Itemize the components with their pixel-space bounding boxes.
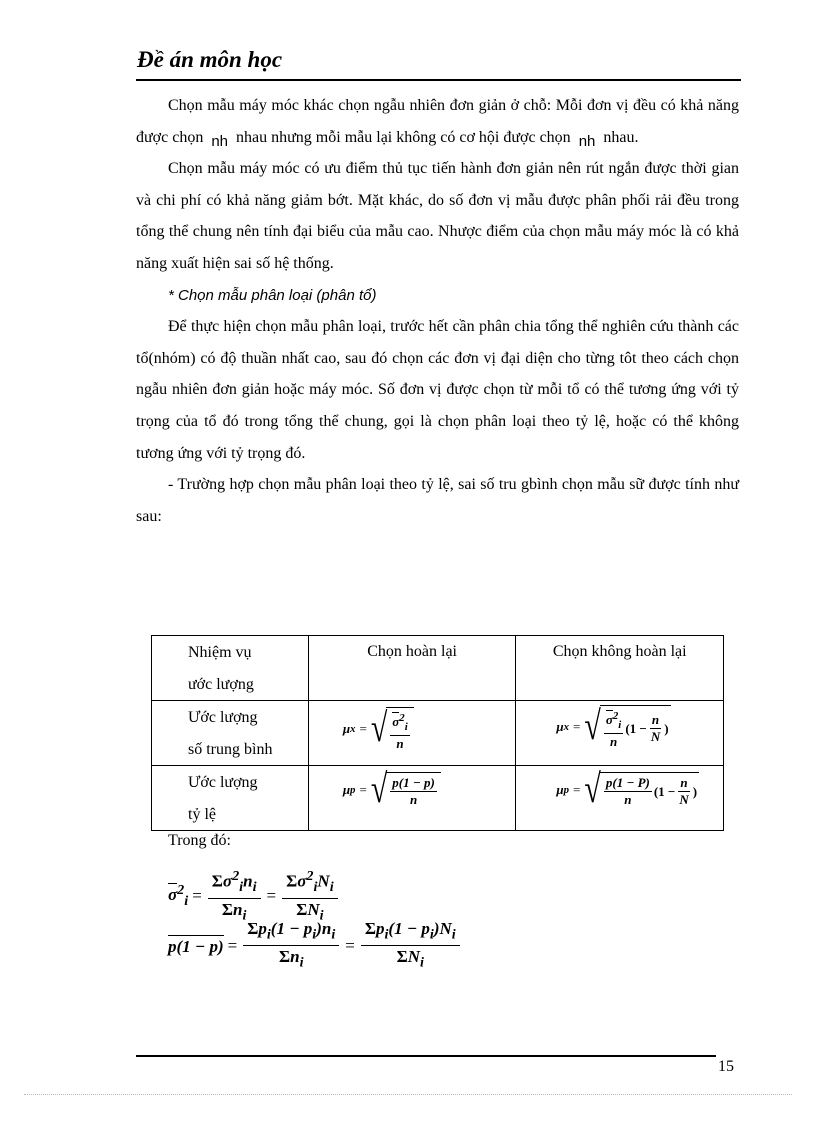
n: n bbox=[290, 947, 300, 967]
sub-i: i bbox=[429, 926, 434, 943]
paragraph-1-part-a: Chọn mẫu máy móc khác chọn ngẫu nhiên đơn giản ở chỗ: Mỗi đơn vị đều có khả năng được chọn bbox=[136, 97, 739, 146]
paragraph-5: - Trường hợp chọn mẫu phân loại theo tỷ lệ, sai số tru gbình chọn mẫu sữ được tính như sau: bbox=[136, 476, 739, 525]
sub-p: p bbox=[350, 784, 356, 796]
paragraph-2: Chọn mẫu máy móc có ưu điểm thủ tục tiến hành đơn giản nên rút ngắn được thời gian và chi phí có khả năng giảm bớt. Mặt khác, do số đơn vị mẫu được phân phối rải đều trong tổng thể chung nên tính đại biểu của mẫu cao. Nhược điểm của chọn mẫu máy móc là có khả năng xuất hiện sai số hệ thống. bbox=[136, 160, 739, 272]
sub-i: i bbox=[239, 879, 244, 896]
sub-i: i bbox=[252, 879, 257, 896]
sqrt-sign: √ $\frac{\sigma^2_i}{n}$ (1 − $\frac{n}{N}$ ) bbox=[584, 704, 669, 750]
equals-sign: = bbox=[359, 721, 367, 737]
sigma: σ bbox=[168, 885, 178, 905]
sum-sign: Σ bbox=[247, 919, 259, 938]
formula-mean-with-replacement bbox=[308, 701, 516, 766]
N: N bbox=[439, 919, 452, 938]
where-label: Trong đó: bbox=[168, 832, 231, 849]
section-heading-stratified: * Chọn mẫu phân loại (phân tổ) bbox=[168, 286, 377, 304]
sum-sign: Σ bbox=[278, 947, 291, 967]
sub-p: p bbox=[563, 784, 570, 796]
header-divider bbox=[136, 79, 741, 81]
N: N bbox=[407, 947, 421, 967]
n: n bbox=[680, 775, 688, 790]
mu-symbol: μ bbox=[342, 721, 351, 737]
sigma: σ bbox=[297, 871, 307, 891]
N: N bbox=[650, 729, 661, 745]
paragraph-1 bbox=[136, 90, 739, 153]
sub-i: i bbox=[242, 907, 247, 924]
formula-proportion-without-replacement bbox=[516, 766, 724, 831]
n: n bbox=[233, 900, 243, 920]
n: n bbox=[243, 871, 253, 891]
n: n bbox=[409, 792, 418, 807]
row-mean-line1: Ước lượng bbox=[188, 709, 258, 726]
sub-i: i bbox=[313, 879, 318, 896]
p-one-minus-p: p(1 − p) bbox=[168, 936, 224, 956]
sub-i: i bbox=[384, 926, 389, 943]
row-proportion-line2: tỷ lệ bbox=[188, 806, 216, 823]
sigma: σ bbox=[222, 871, 233, 891]
equals-sign: = bbox=[227, 935, 238, 955]
close-paren: ) bbox=[664, 720, 669, 736]
mu-symbol: μ bbox=[556, 719, 564, 735]
table-header-with-replacement bbox=[308, 636, 516, 701]
header-without-replacement-label: Chọn không hoàn lại bbox=[552, 643, 687, 660]
p-one-minus-P: p(1 − P) bbox=[605, 775, 650, 790]
page-number: 15 bbox=[718, 1058, 734, 1075]
header-with-replacement-label: Chọn hoàn lại bbox=[367, 643, 457, 660]
sub-i: i bbox=[299, 954, 304, 971]
sub-i: i bbox=[329, 879, 334, 896]
table-header-row bbox=[152, 636, 724, 701]
sum-sign: Σ bbox=[296, 900, 308, 920]
p: p bbox=[258, 919, 267, 938]
sqrt-sign: √ $\frac{p(1 - P)}{n}$ (1 − $\frac{n}{N}$ ) bbox=[584, 767, 698, 812]
close-paren: ) bbox=[316, 919, 322, 938]
formula-mean-without-replacement bbox=[516, 701, 724, 766]
sum-sign: Σ bbox=[211, 871, 223, 891]
equals-sign: = bbox=[266, 885, 277, 905]
one-minus-p: (1 − p bbox=[270, 919, 313, 938]
p: p bbox=[375, 919, 385, 938]
row-proportion-label bbox=[152, 766, 309, 831]
close-paren: ) bbox=[692, 783, 698, 799]
equals-sign: = bbox=[192, 885, 202, 905]
one-minus: (1 − bbox=[653, 783, 676, 799]
table-row-proportion bbox=[152, 766, 724, 831]
equals-sign: = bbox=[573, 719, 581, 735]
sub-i: i bbox=[451, 926, 456, 943]
page-header-title: Đề án môn học bbox=[137, 47, 283, 72]
header-task-line1: Nhiệm vụ bbox=[188, 644, 252, 661]
sum-sign: Σ bbox=[286, 871, 298, 891]
N: N bbox=[317, 871, 330, 891]
p-one-minus-p: p(1 − p) bbox=[392, 775, 435, 790]
mu-symbol: μ bbox=[556, 782, 564, 797]
squared: 2 bbox=[177, 881, 185, 898]
paragraph-1-nh-1: nh bbox=[211, 132, 229, 150]
squared: 2 bbox=[232, 868, 240, 884]
N: N bbox=[307, 900, 320, 920]
estimation-table bbox=[151, 635, 724, 831]
one-minus-p: (1 − p bbox=[388, 919, 430, 938]
equals-sign: = bbox=[345, 935, 355, 955]
squared: 2 bbox=[612, 710, 619, 722]
sub-i: i bbox=[319, 907, 324, 924]
sum-sign: Σ bbox=[221, 900, 233, 920]
formula-proportion-pooled bbox=[168, 918, 462, 974]
paragraph-1-part-c: nhau. bbox=[603, 128, 639, 146]
close-paren: ) bbox=[433, 919, 440, 938]
sub-x: x bbox=[563, 721, 570, 734]
body-text bbox=[136, 90, 739, 532]
sum-sign: Σ bbox=[396, 947, 408, 967]
sub-i: i bbox=[331, 926, 336, 943]
footer-divider bbox=[136, 1055, 716, 1057]
row-mean-label bbox=[152, 701, 309, 766]
sum-sign: Σ bbox=[364, 919, 376, 938]
squared: 2 bbox=[306, 868, 314, 884]
sub-i: i bbox=[420, 954, 424, 971]
page-bottom-border bbox=[24, 1094, 792, 1095]
one-minus: (1 − bbox=[625, 720, 647, 736]
table-header-without-replacement bbox=[516, 636, 724, 701]
table-header-task bbox=[152, 636, 309, 701]
N: N bbox=[679, 792, 689, 807]
sigma: σ bbox=[605, 712, 613, 728]
n: n bbox=[396, 735, 404, 751]
table-row-mean bbox=[152, 701, 724, 766]
n: n bbox=[609, 733, 618, 749]
n: n bbox=[321, 919, 332, 938]
row-mean-line2: số trung bình bbox=[188, 741, 273, 758]
sub-i: i bbox=[184, 892, 189, 909]
formula-proportion-with-replacement bbox=[308, 766, 516, 831]
paragraph-1-nh-2: nh bbox=[578, 132, 596, 150]
sub-i: i bbox=[312, 926, 317, 943]
paragraph-4: Để thực hiện chọn mẫu phân loại, trước hết cần phân chia tổng thể nghiên cứu thành các tổ(nhóm) có độ thuần nhất cao, sau đó chọn các đơn vị đại diện cho từng tôt theo cách chọn ngẫu nhiên đơn giản hoặc máy móc. Số đơn vị được chọn từ mỗi tổ có thể tương ứng với tỷ trọng của tổ đó trong tổng thể chung, gọi là chọn phân loại theo tỷ lệ, hoặc có thể không tương ứng với tỷ trọng đó. bbox=[136, 318, 739, 462]
paragraph-1-part-b: nhau nhưng mỗi mẫu lại không có cơ hội được chọn bbox=[236, 128, 571, 146]
equals-sign: = bbox=[359, 782, 367, 797]
squared: 2 bbox=[399, 712, 405, 724]
row-proportion-line1: Ước lượng bbox=[188, 774, 258, 791]
mu-symbol: μ bbox=[342, 782, 351, 797]
sqrt-sign: √ $\frac{p(1 - p)}{n}$ bbox=[371, 772, 441, 808]
sub-i: i bbox=[404, 720, 408, 733]
sub-x: x bbox=[350, 723, 356, 736]
sigma: σ bbox=[392, 714, 400, 730]
n: n bbox=[651, 712, 660, 728]
sub-i: i bbox=[266, 926, 271, 943]
sqrt-sign: √ $\frac{\sigma^2_i}{n}$ bbox=[371, 707, 414, 752]
header-task-line2: ước lượng bbox=[188, 676, 254, 693]
n: n bbox=[624, 792, 632, 807]
sub-i: i bbox=[618, 718, 622, 731]
equals-sign: = bbox=[573, 782, 581, 797]
